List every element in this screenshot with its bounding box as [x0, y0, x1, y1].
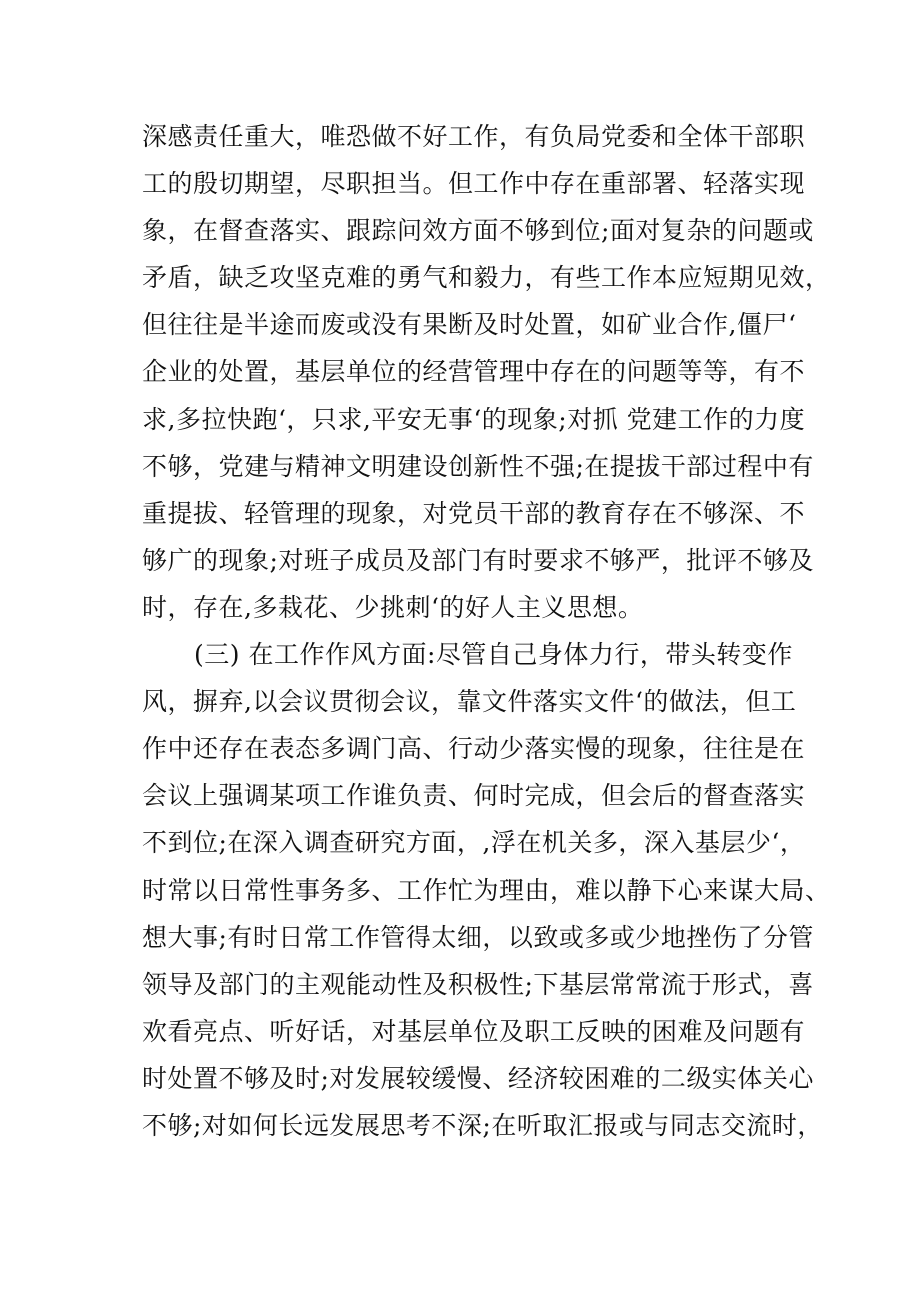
text-line: 但往往是半途而废或没有果断及时处置，如矿业合作,僵尸‘: [142, 310, 797, 340]
text-line: 不到位;在深入调查研究方面，,浮在机关多，深入基层少‘，: [142, 828, 806, 858]
body-text: [142, 113, 842, 1149]
text-line: 象，在督查落实、跟踪问效方面不够到位;面对复杂的问题或: [142, 216, 814, 246]
text-line: 风，摒弃,以会议贯彻会议，靠文件落实文件‘的做法，但工: [142, 687, 797, 717]
text-line: 不够;对如何长远发展思考不深;在听取汇报或与同志交流时，: [142, 1110, 823, 1140]
text-line: 会议上强调某项工作谁负责、何时完成，但会后的督查落实: [142, 781, 806, 811]
text-line: 想大事;有时日常工作管得太细，以致或多或少地挫伤了分管: [142, 922, 814, 952]
text-line: 深感责任重大，唯恐做不好工作，有负局党委和全体干部职: [142, 122, 806, 151]
text-line: 作中还存在表态多调门高、行动少落实慢的现象，往往是在: [142, 734, 806, 764]
text-line: 时处置不够及时;对发展较缓慢、经济较困难的二级实体关心: [142, 1063, 814, 1093]
text-line: 时常以日常性事务多、工作忙为理由，难以静下心来谋大局、: [142, 875, 831, 905]
text-line: 矛盾，缺乏攻坚克难的勇气和毅力，有些工作本应短期见效，: [142, 263, 831, 293]
text-line: 企业的处置，基层单位的经营管理中存在的问题等等，有不: [142, 357, 806, 387]
text-line: 不够，党建与精神文明建设创新性不强;在提拔干部过程中有: [142, 451, 814, 481]
text-line: 领导及部门的主观能动性及积极性;下基层常常流于形式，喜: [142, 969, 814, 999]
text-line: 重提拔、轻管理的现象，对党员干部的教育存在不够深、不: [142, 498, 806, 528]
text-line: 求,多拉快跑‘，只求,平安无事‘的现象;对抓 党建工作的力度: [142, 404, 806, 434]
section-heading-line: (三) 在工作作风方面:尽管自己身体力行，带头转变作: [194, 640, 793, 670]
text-line: 欢看亮点、听好话，对基层单位及职工反映的困难及问题有: [142, 1016, 806, 1046]
text-line: 工的殷切期望，尽职担当。但工作中存在重部署、轻落实现: [142, 169, 806, 199]
text-line: 时，存在,多栽花、少挑刺‘的好人主义思想。: [142, 592, 644, 622]
text-line: 够广的现象;对班子成员及部门有时要求不够严，批评不够及: [142, 545, 814, 575]
